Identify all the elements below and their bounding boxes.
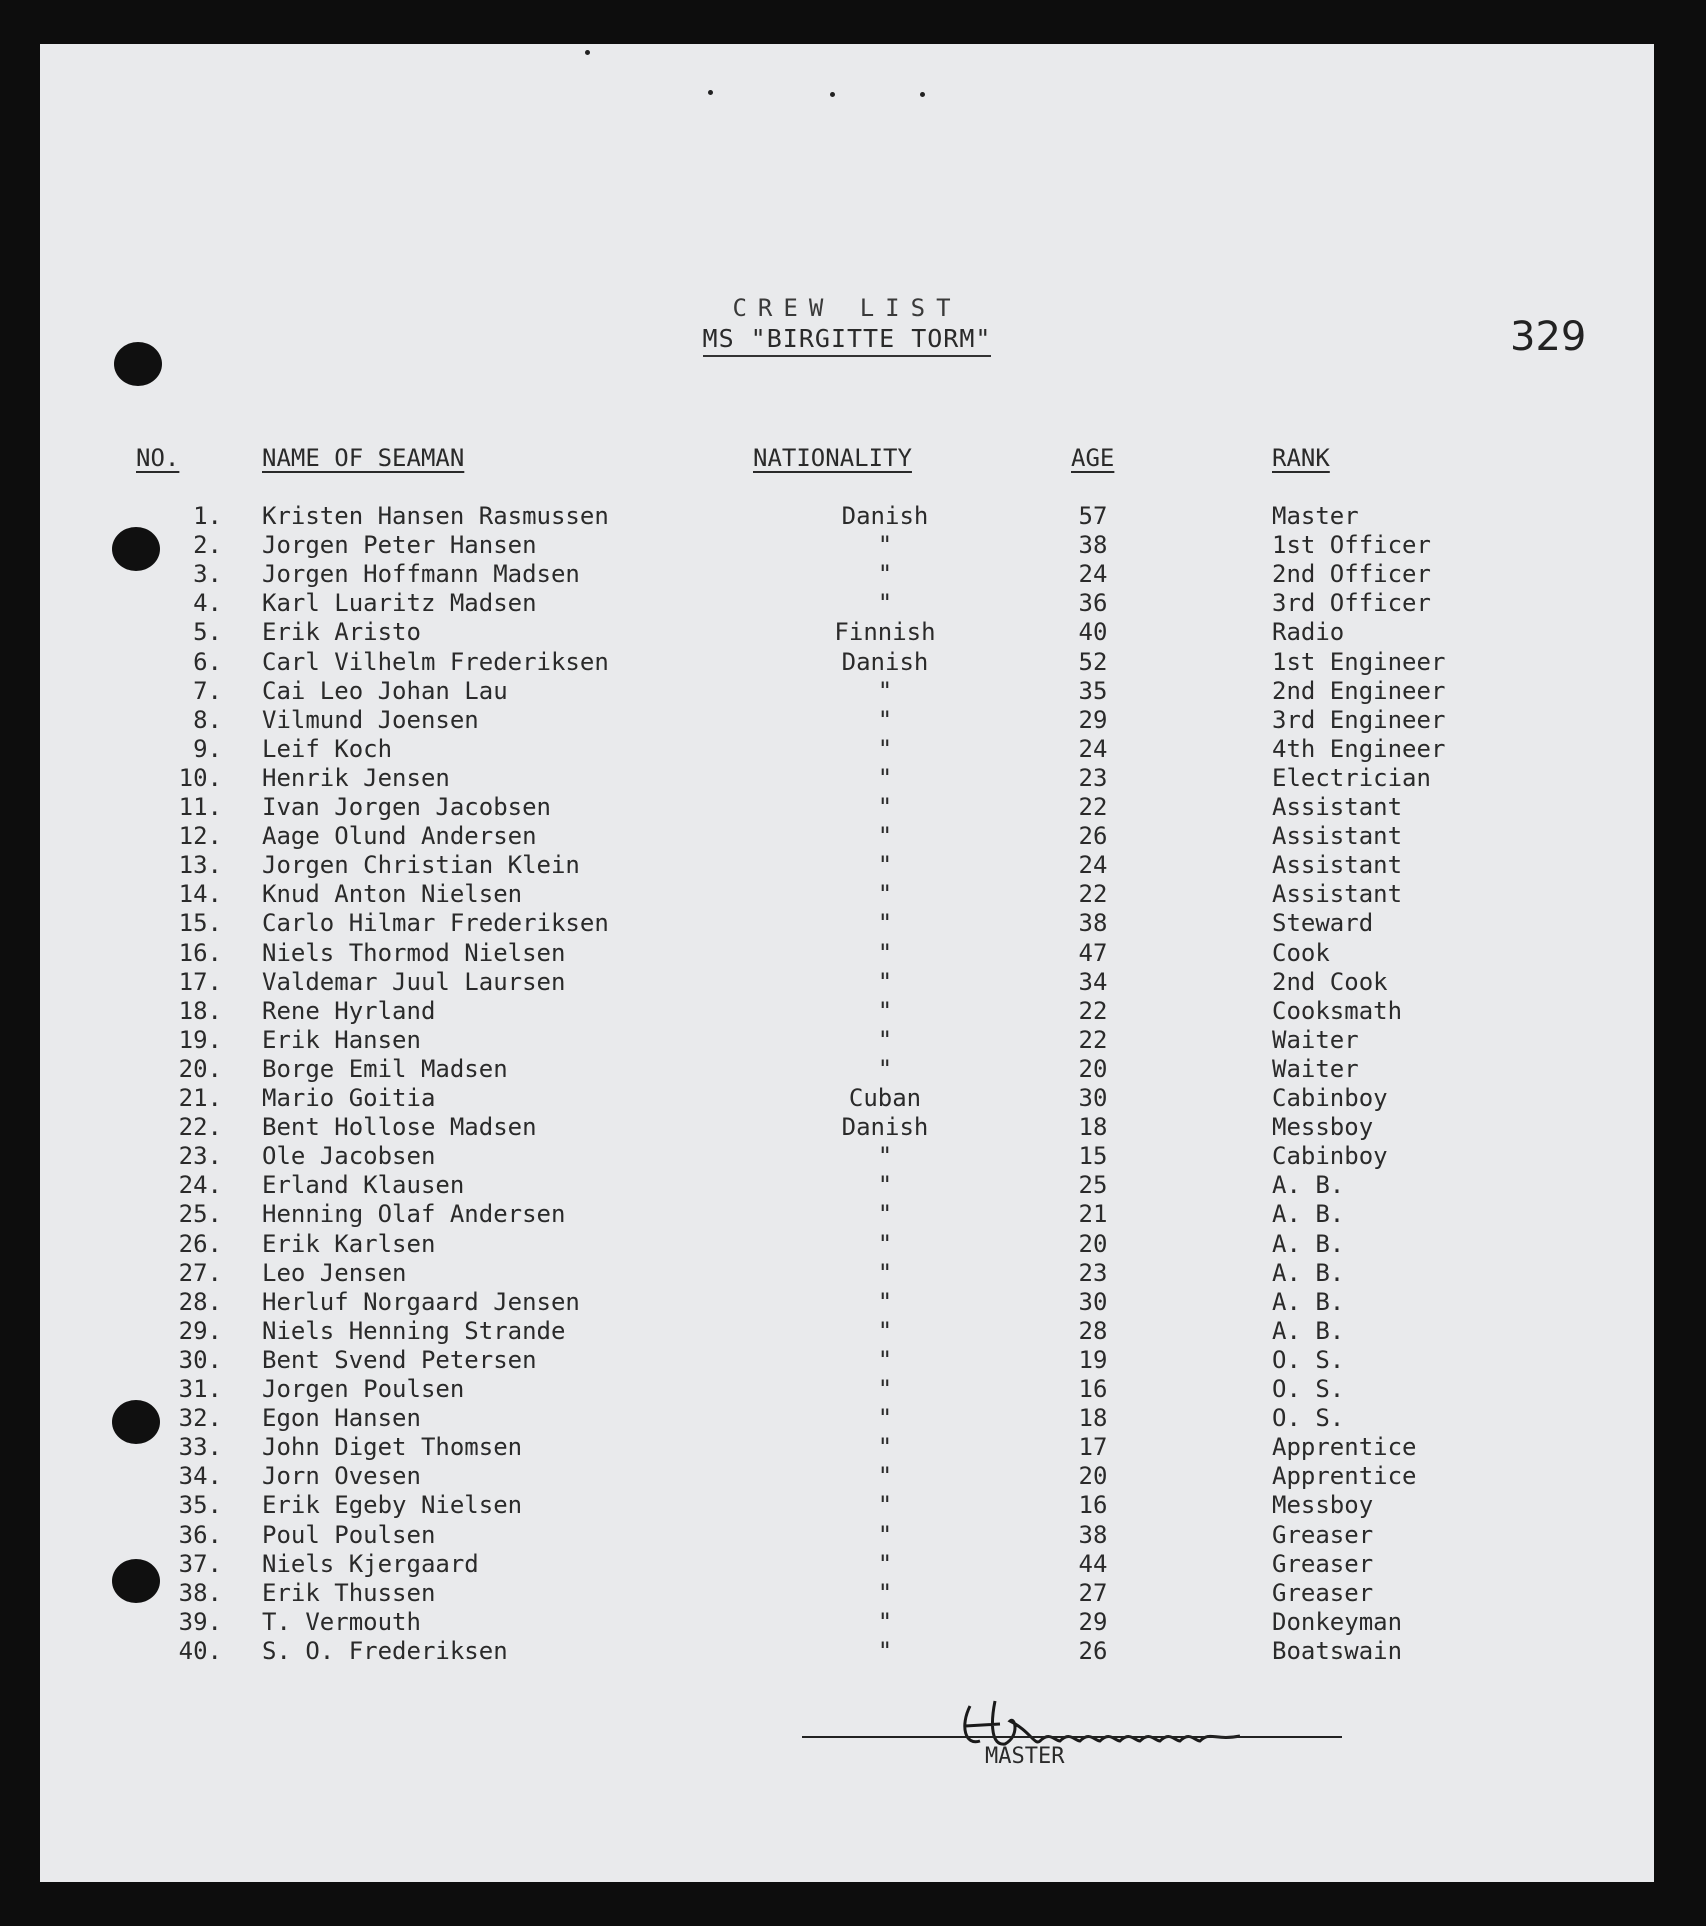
seaman-name: Knud Anton Nielsen	[262, 880, 523, 909]
seaman-name: Aage Olund Andersen	[262, 822, 537, 851]
vessel-name: MS "BIRGITTE TORM"	[40, 324, 1654, 353]
crew-row	[40, 1491, 1654, 1520]
crew-row	[40, 1230, 1654, 1259]
rank: 1st Engineer	[1272, 647, 1446, 676]
age: 30	[1078, 1287, 1108, 1316]
age: 40	[1078, 618, 1108, 647]
nationality: Danish	[841, 1113, 929, 1142]
nationality: "	[877, 1054, 893, 1083]
rank: Boatswain	[1272, 1636, 1403, 1665]
seaman-name: S. O. Frederiksen	[262, 1636, 508, 1665]
rank: Donkeyman	[1272, 1607, 1403, 1636]
crew-number: 3.	[193, 560, 222, 589]
nationality: "	[877, 1171, 893, 1200]
punch-hole	[114, 342, 162, 386]
crew-number: 25.	[178, 1200, 222, 1229]
rank: Steward	[1272, 909, 1374, 938]
rank: Cabinboy	[1272, 1084, 1388, 1112]
crew-number: 35.	[178, 1491, 222, 1520]
nationality: "	[877, 1607, 893, 1636]
seaman-name: Jorgen Christian Klein	[262, 851, 580, 880]
crew-row	[40, 1317, 1654, 1346]
rank: Apprentice	[1272, 1462, 1417, 1491]
nationality: "	[877, 1345, 893, 1374]
rank: 3rd Officer	[1272, 589, 1431, 618]
seaman-name: Erik Hansen	[262, 1025, 421, 1054]
crew-row	[40, 1433, 1654, 1462]
crew-number: 36.	[178, 1520, 222, 1549]
crew-row	[40, 968, 1654, 997]
column-header-name: NAME OF SEAMAN	[262, 444, 465, 472]
age: 38	[1078, 909, 1108, 938]
crew-row	[40, 618, 1654, 647]
nationality: Cuban	[848, 1084, 922, 1112]
age: 21	[1078, 1200, 1108, 1229]
nationality: "	[877, 1520, 893, 1549]
seaman-name: T. Vermouth	[262, 1607, 421, 1636]
crew-row	[40, 1171, 1654, 1200]
seaman-name: Vilmund Joensen	[262, 705, 479, 734]
crew-number: 33.	[178, 1433, 222, 1462]
age: 27	[1078, 1578, 1108, 1607]
nationality: "	[877, 763, 893, 792]
nationality: "	[877, 1025, 893, 1054]
age: 22	[1078, 996, 1108, 1025]
crew-number: 24.	[178, 1171, 222, 1200]
rank: Electrician	[1272, 763, 1431, 792]
age: 29	[1078, 1607, 1108, 1636]
crew-row	[40, 1637, 1654, 1666]
crew-row	[40, 822, 1654, 851]
crew-row	[40, 939, 1654, 968]
seaman-name: Cai Leo Johan Lau	[262, 676, 508, 705]
crew-number: 22.	[178, 1113, 222, 1142]
age: 38	[1078, 1520, 1108, 1549]
age: 22	[1078, 1025, 1108, 1054]
seaman-name: Bent Svend Petersen	[262, 1345, 537, 1374]
speck	[585, 50, 590, 55]
age: 36	[1078, 589, 1108, 618]
crew-row	[40, 909, 1654, 938]
crew-row	[40, 589, 1654, 618]
nationality: Danish	[841, 502, 929, 530]
age: 18	[1078, 1404, 1108, 1433]
crew-number: 4.	[193, 589, 222, 618]
nationality: "	[877, 1433, 893, 1462]
crew-row	[40, 1521, 1654, 1550]
crew-number: 10.	[178, 763, 222, 792]
age: 24	[1078, 734, 1108, 763]
nationality: "	[877, 996, 893, 1025]
crew-number: 32.	[178, 1404, 222, 1433]
crew-row	[40, 1288, 1654, 1317]
crew-number: 14.	[178, 880, 222, 909]
crew-number: 13.	[178, 851, 222, 880]
rank: Cabinboy	[1272, 1142, 1388, 1171]
rank: Messboy	[1272, 1113, 1374, 1142]
age: 38	[1078, 531, 1108, 560]
crew-number: 9.	[193, 734, 222, 763]
nationality: "	[877, 560, 893, 589]
crew-row	[40, 764, 1654, 793]
crew-row	[40, 1259, 1654, 1288]
crew-row	[40, 1462, 1654, 1491]
crew-row	[40, 1142, 1654, 1171]
nationality: "	[877, 1404, 893, 1433]
signature-label: MASTER	[985, 1744, 1065, 1769]
rank: Radio	[1272, 618, 1345, 647]
rank: O. S.	[1272, 1375, 1345, 1403]
nationality: "	[877, 1258, 893, 1287]
signature-line	[802, 1736, 1342, 1738]
rank: 4th Engineer	[1272, 734, 1446, 763]
age: 22	[1078, 880, 1108, 909]
age: 29	[1078, 705, 1108, 734]
nationality: "	[877, 1287, 893, 1316]
seaman-name: Leo Jensen	[262, 1258, 407, 1287]
crew-number: 31.	[178, 1375, 222, 1403]
seaman-name: Leif Koch	[262, 734, 393, 763]
rank: A. B.	[1272, 1171, 1345, 1200]
age: 57	[1078, 502, 1108, 530]
nationality: Finnish	[834, 618, 936, 647]
crew-number: 16.	[178, 938, 222, 967]
crew-number: 6.	[193, 647, 222, 676]
crew-number: 15.	[178, 909, 222, 938]
seaman-name: Poul Poulsen	[262, 1520, 436, 1549]
age: 16	[1078, 1375, 1108, 1403]
crew-row	[40, 1084, 1654, 1113]
crew-number: 40.	[178, 1636, 222, 1665]
age: 26	[1078, 1636, 1108, 1665]
nationality: "	[877, 1578, 893, 1607]
rank: Assistant	[1272, 851, 1403, 880]
rank: Cooksmath	[1272, 996, 1403, 1025]
document-title: CREW LIST	[732, 294, 962, 322]
speck	[830, 92, 835, 97]
rank: Waiter	[1272, 1054, 1359, 1083]
rank: Assistant	[1272, 880, 1403, 909]
crew-number: 37.	[178, 1549, 222, 1578]
rank: A. B.	[1272, 1287, 1345, 1316]
crew-number: 23.	[178, 1142, 222, 1171]
crew-row	[40, 1026, 1654, 1055]
seaman-name: Erik Egeby Nielsen	[262, 1491, 523, 1520]
nationality: "	[877, 880, 893, 909]
seaman-name: Kristen Hansen Rasmussen	[262, 502, 609, 530]
nationality: "	[877, 909, 893, 938]
rank: Greaser	[1272, 1578, 1374, 1607]
rank: 2nd Cook	[1272, 967, 1388, 996]
seaman-name: Mario Goitia	[262, 1084, 436, 1112]
rank: 2nd Officer	[1272, 560, 1431, 589]
rank: 2nd Engineer	[1272, 676, 1446, 705]
seaman-name: Niels Thormod Nielsen	[262, 938, 566, 967]
crew-number: 30.	[178, 1345, 222, 1374]
rank: Messboy	[1272, 1491, 1374, 1520]
crew-row	[40, 997, 1654, 1026]
crew-number: 38.	[178, 1578, 222, 1607]
nationality: "	[877, 1462, 893, 1491]
crew-number: 34.	[178, 1462, 222, 1491]
rank: A. B.	[1272, 1258, 1345, 1287]
crew-row	[40, 1200, 1654, 1229]
column-header-age: AGE	[1071, 444, 1115, 472]
seaman-name: Egon Hansen	[262, 1404, 421, 1433]
crew-row	[40, 1579, 1654, 1608]
crew-row	[40, 706, 1654, 735]
crew-number: 20.	[178, 1054, 222, 1083]
crew-number: 7.	[193, 676, 222, 705]
age: 24	[1078, 560, 1108, 589]
seaman-name: Carl Vilhelm Frederiksen	[262, 647, 609, 676]
age: 18	[1078, 1113, 1108, 1142]
nationality: "	[877, 938, 893, 967]
nationality: "	[877, 967, 893, 996]
crew-number: 1.	[193, 502, 222, 530]
crew-number: 29.	[178, 1316, 222, 1345]
seaman-name: Erland Klausen	[262, 1171, 465, 1200]
nationality: "	[877, 793, 893, 821]
seaman-name: Ole Jacobsen	[262, 1142, 436, 1171]
rank: Greaser	[1272, 1520, 1374, 1549]
rank: Cook	[1272, 938, 1330, 967]
seaman-name: Carlo Hilmar Frederiksen	[262, 909, 609, 938]
seaman-name: Bent Hollose Madsen	[262, 1113, 537, 1142]
crew-number: 28.	[178, 1287, 222, 1316]
crew-row	[40, 1375, 1654, 1404]
seaman-name: Jorgen Peter Hansen	[262, 531, 537, 560]
crew-number: 27.	[178, 1258, 222, 1287]
crew-number: 11.	[178, 793, 222, 821]
seaman-name: Jorn Ovesen	[262, 1462, 421, 1491]
seaman-name: Jorgen Poulsen	[262, 1375, 465, 1403]
seaman-name: John Diget Thomsen	[262, 1433, 523, 1462]
seaman-name: Niels Kjergaard	[262, 1549, 479, 1578]
age: 52	[1078, 647, 1108, 676]
nationality: Danish	[841, 647, 929, 676]
nationality: "	[877, 734, 893, 763]
nationality: "	[877, 1375, 893, 1403]
nationality: "	[877, 1316, 893, 1345]
age: 30	[1078, 1084, 1108, 1112]
seaman-name: Niels Henning Strande	[262, 1316, 566, 1345]
crew-number: 26.	[178, 1229, 222, 1258]
crew-row	[40, 560, 1654, 589]
crew-row	[40, 851, 1654, 880]
crew-row	[40, 502, 1654, 531]
age: 16	[1078, 1491, 1108, 1520]
age: 44	[1078, 1549, 1108, 1578]
nationality: "	[877, 822, 893, 851]
age: 19	[1078, 1345, 1108, 1374]
age: 25	[1078, 1171, 1108, 1200]
age: 15	[1078, 1142, 1108, 1171]
crew-row	[40, 1404, 1654, 1433]
seaman-name: Henning Olaf Andersen	[262, 1200, 566, 1229]
nationality: "	[877, 676, 893, 705]
crew-row	[40, 1113, 1654, 1142]
rank: Greaser	[1272, 1549, 1374, 1578]
crew-number: 19.	[178, 1025, 222, 1054]
crew-row	[40, 1055, 1654, 1084]
nationality: "	[877, 705, 893, 734]
seaman-name: Erik Thussen	[262, 1578, 436, 1607]
column-header-rank: RANK	[1272, 444, 1330, 472]
age: 17	[1078, 1433, 1108, 1462]
rank: Master	[1272, 502, 1359, 530]
column-header-no: NO.	[136, 444, 180, 472]
rank: Waiter	[1272, 1025, 1359, 1054]
seaman-name: Erik Karlsen	[262, 1229, 436, 1258]
nationality: "	[877, 1229, 893, 1258]
rank: A. B.	[1272, 1316, 1345, 1345]
crew-number: 2.	[193, 531, 222, 560]
rank: 1st Officer	[1272, 531, 1431, 560]
rank: 3rd Engineer	[1272, 705, 1446, 734]
nationality: "	[877, 1142, 893, 1171]
seaman-name: Jorgen Hoffmann Madsen	[262, 560, 580, 589]
age: 28	[1078, 1316, 1108, 1345]
crew-number: 39.	[178, 1607, 222, 1636]
rank: Assistant	[1272, 822, 1403, 851]
age: 20	[1078, 1229, 1108, 1258]
nationality: "	[877, 1636, 893, 1665]
age: 35	[1078, 676, 1108, 705]
document-page	[40, 44, 1654, 1882]
nationality: "	[877, 1549, 893, 1578]
age: 22	[1078, 793, 1108, 821]
crew-row	[40, 880, 1654, 909]
age: 26	[1078, 822, 1108, 851]
seaman-name: Herluf Norgaard Jensen	[262, 1287, 580, 1316]
speck	[920, 92, 925, 97]
age: 47	[1078, 938, 1108, 967]
rank: A. B.	[1272, 1200, 1345, 1229]
crew-number: 8.	[193, 705, 222, 734]
seaman-name: Erik Aristo	[262, 618, 421, 647]
seaman-name: Rene Hyrland	[262, 996, 436, 1025]
crew-row	[40, 1346, 1654, 1375]
nationality: "	[877, 531, 893, 560]
seaman-name: Ivan Jorgen Jacobsen	[262, 793, 551, 821]
crew-row	[40, 1550, 1654, 1579]
seaman-name: Karl Luaritz Madsen	[262, 589, 537, 618]
nationality: "	[877, 1491, 893, 1520]
seaman-name: Valdemar Juul Laursen	[262, 967, 566, 996]
speck	[708, 90, 713, 95]
crew-row	[40, 1608, 1654, 1637]
age: 23	[1078, 1258, 1108, 1287]
crew-number: 18.	[178, 996, 222, 1025]
page-number: 329	[1510, 314, 1587, 360]
age: 20	[1078, 1462, 1108, 1491]
rank: O. S.	[1272, 1345, 1345, 1374]
age: 24	[1078, 851, 1108, 880]
age: 34	[1078, 967, 1108, 996]
crew-number: 21.	[178, 1084, 222, 1112]
nationality: "	[877, 851, 893, 880]
crew-row	[40, 648, 1654, 677]
rank: A. B.	[1272, 1229, 1345, 1258]
seaman-name: Borge Emil Madsen	[262, 1054, 508, 1083]
crew-row	[40, 677, 1654, 706]
crew-row	[40, 793, 1654, 822]
column-header-nationality: NATIONALITY	[753, 444, 912, 472]
age: 20	[1078, 1054, 1108, 1083]
rank: Assistant	[1272, 793, 1403, 821]
crew-number: 5.	[193, 618, 222, 647]
nationality: "	[877, 589, 893, 618]
crew-number: 17.	[178, 967, 222, 996]
age: 23	[1078, 763, 1108, 792]
nationality: "	[877, 1200, 893, 1229]
rank: O. S.	[1272, 1404, 1345, 1433]
rank: Apprentice	[1272, 1433, 1417, 1462]
seaman-name: Henrik Jensen	[262, 763, 450, 792]
crew-row	[40, 531, 1654, 560]
crew-number: 12.	[178, 822, 222, 851]
crew-row	[40, 735, 1654, 764]
